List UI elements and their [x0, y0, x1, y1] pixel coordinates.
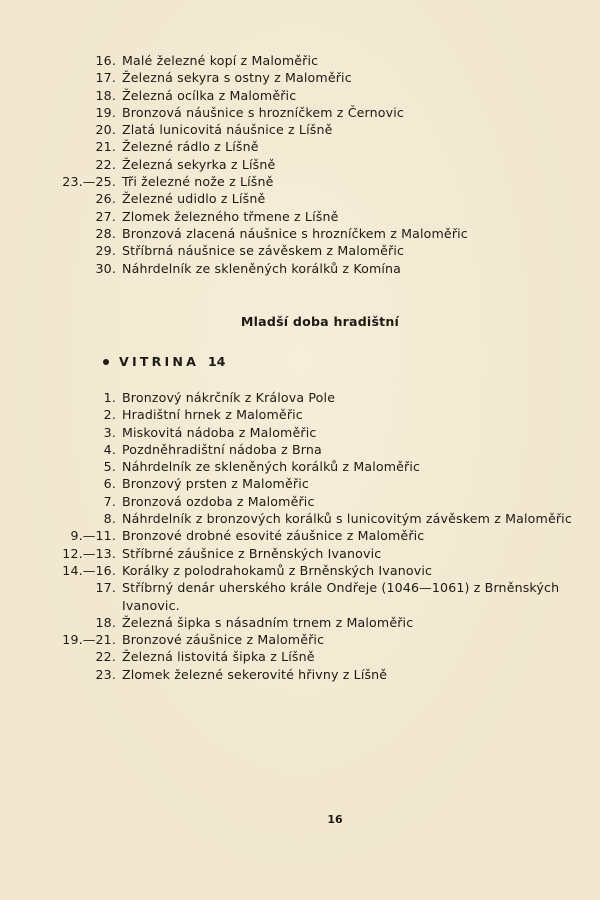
item-text: Náhrdelník z bronzových korálků s lunicovitým závěskem z Maloměřic [122, 511, 572, 527]
item-text: Železné udidlo z Líšně [122, 191, 266, 207]
item-text: Korálky z polodrahokamů z Brněnských Ivanovic [122, 562, 433, 578]
item-text: Železná ocílka z Maloměřic [122, 87, 297, 103]
list-item [0, 87, 600, 104]
list-item [0, 614, 600, 631]
list-item [0, 406, 600, 423]
list-item [0, 121, 600, 138]
item-number: 23.—25. [62, 174, 116, 190]
item-text: Zlomek železné sekerovité hřivny z Líšně [122, 666, 388, 682]
vitrina-label: VITRINA [119, 354, 200, 369]
exhibit-list-vitrina-14 [0, 389, 600, 683]
item-number: 6. [103, 476, 116, 492]
item-text: Zlomek železného třmene z Líšně [122, 208, 339, 224]
list-item [0, 493, 600, 510]
item-text: Bronzový nákrčník z Královа Pole [122, 390, 336, 405]
item-number: 27. [95, 208, 116, 224]
item-number: 28. [95, 225, 116, 241]
item-number: 30. [95, 260, 116, 276]
item-number: 18. [95, 87, 116, 103]
list-item [0, 424, 600, 441]
item-text: Stříbrná náušnice se závěskem z Maloměřic [122, 243, 405, 259]
item-number: 7. [103, 493, 116, 509]
section-heading: Mladší doba hradištní [240, 314, 400, 329]
item-number: 17. [95, 70, 116, 86]
list-item [0, 242, 600, 259]
item-text: Malé železné kopí z Maloměřic [122, 53, 319, 68]
item-text: Bronzová náušnice s hrozníčkem z Černovic [122, 104, 404, 120]
item-text: Zlatá lunicovitá náušnice z Líšně [122, 122, 333, 138]
vitrina-number: 14 [207, 354, 226, 369]
item-number: 12.—13. [62, 545, 116, 561]
list-item [0, 475, 600, 492]
item-text: Železné rádlo z Líšně [122, 139, 259, 155]
item-text: Železná listovitá šipka z Líšně [122, 649, 315, 665]
list-item [0, 458, 600, 475]
item-text: Bronzový prsten z Maloměřic [122, 476, 309, 492]
list-item [0, 173, 600, 190]
item-number: 2. [103, 407, 116, 423]
item-number: 3. [103, 424, 116, 440]
item-text: Náhrdelník ze skleněných korálků z Komína [122, 260, 402, 276]
list-item [0, 260, 600, 277]
item-number: 16. [95, 53, 116, 68]
item-number: 14.—16. [62, 562, 116, 578]
item-text: Bronzové záušnice z Maloměřic [122, 632, 325, 648]
list-item [0, 138, 600, 155]
bullet-icon [103, 359, 109, 365]
list-item [0, 69, 600, 86]
item-number: 21. [95, 139, 116, 155]
item-number: 20. [95, 122, 116, 138]
item-number: 8. [103, 511, 116, 527]
list-item [0, 631, 600, 648]
list-item [0, 389, 600, 406]
item-number: 26. [95, 191, 116, 207]
item-text: Pozdněhradištní nádoba z Brna [122, 441, 322, 457]
list-item [0, 104, 600, 121]
item-number: 19. [95, 104, 116, 120]
item-number: 29. [95, 243, 116, 259]
item-number: 23. [95, 666, 116, 682]
item-text: Železná sekyrka z Líšně [122, 156, 276, 172]
item-text: Bronzové drobné esovité záušnice z Maloměřic [122, 528, 425, 544]
item-number: 9.—11. [70, 528, 116, 544]
vitrina-heading [103, 354, 225, 369]
item-number: 4. [103, 441, 116, 457]
item-number: 19.—21. [62, 632, 116, 648]
list-item [0, 562, 600, 579]
item-text: Železná šipka s násadním trnem z Maloměřic [122, 614, 414, 630]
list-item [0, 545, 600, 562]
list-item [0, 510, 600, 527]
item-text: Stříbrné záušnice z Brněnských Ivanovic [122, 545, 382, 561]
item-number: 18. [95, 614, 116, 630]
list-item [0, 648, 600, 665]
item-text: Miskovitá nádoba z Maloměřic [122, 424, 317, 440]
list-item [0, 190, 600, 207]
list-item [0, 441, 600, 458]
item-number: 5. [103, 459, 116, 475]
list-item [0, 579, 600, 614]
item-number: 17. [95, 580, 116, 596]
list-item [0, 527, 600, 544]
item-text: Tři železné nože z Líšně [122, 174, 274, 190]
item-number: 1. [103, 390, 116, 405]
page-number: 16 [327, 813, 343, 826]
item-text: Bronzová zlacená náušnice s hrozníčkem z Maloměřic [122, 225, 468, 241]
item-text: Železná sekyra s ostny z Maloměřic [122, 70, 352, 86]
item-text: Bronzová ozdoba z Maloměřic [122, 493, 315, 509]
item-text: Hradištní hrnek z Maloměřic [122, 407, 303, 423]
item-text: Náhrdelník ze skleněných korálků z Maloměřic [122, 459, 421, 475]
list-item [0, 225, 600, 242]
list-item [0, 208, 600, 225]
list-item [0, 666, 600, 683]
item-number: 22. [95, 156, 116, 172]
exhibit-list-previous [0, 52, 600, 277]
item-text: Stříbrný denár uherského krále Ondřeje (1046—1061) z Brněnských Ivanovic. [122, 580, 560, 613]
item-number: 22. [95, 649, 116, 665]
list-item [0, 156, 600, 173]
list-item [0, 52, 600, 69]
